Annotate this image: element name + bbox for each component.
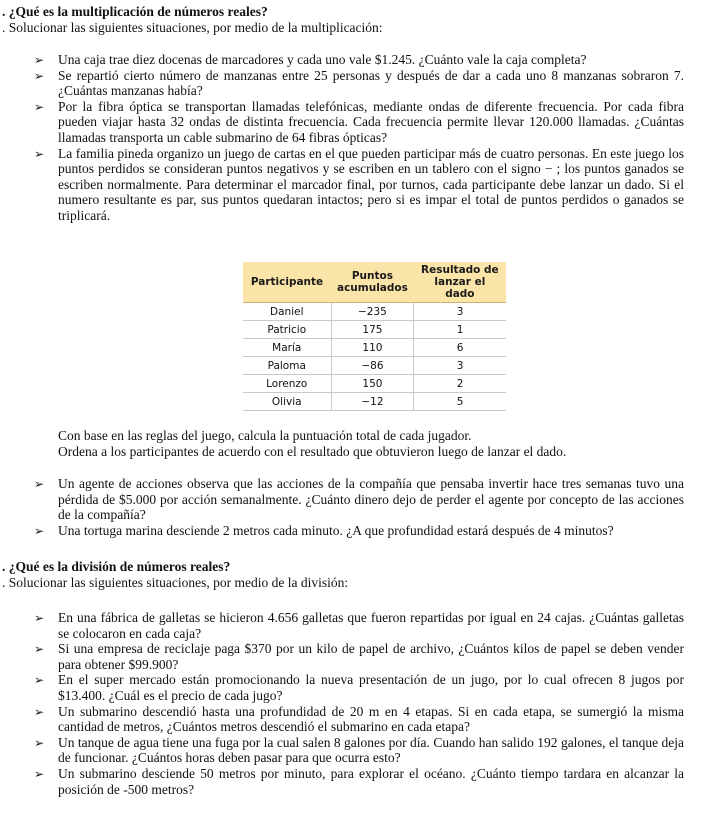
- table-row: Lorenzo 150 2: [243, 375, 506, 393]
- arrow-bullet-icon: ➢: [34, 735, 45, 750]
- arrow-bullet-icon: ➢: [34, 68, 45, 83]
- arrow-bullet-icon: ➢: [34, 673, 45, 688]
- section1-instruction: . Solucionar las siguientes situaciones, por medio de la multiplicación:: [2, 20, 383, 35]
- section2-instruction: . Solucionar las siguientes situaciones, por medio de la división:: [2, 575, 349, 590]
- arrow-bullet-icon: ➢: [34, 766, 45, 781]
- section2-title: . ¿Qué es la división de números reales?: [2, 559, 231, 574]
- table-row: Patricio 175 1: [243, 321, 506, 339]
- list-item: ➢ Un submarino desciende 50 metros por minuto, para explorar el océano. ¿Cuánto tiempo tardara en alcanzar la posición de -500 metros?: [34, 765, 684, 797]
- list-item: ➢ Un submarino descendió hasta una profundidad de 20 m en 4 etapas. Si en cada etapa, se sumergió la misma cantidad de metros, ¿Cuántos metros descendió el submarino en cada etapa?: [34, 703, 684, 735]
- arrow-bullet-icon: ➢: [34, 611, 45, 625]
- multiplication-problems-list-2: [34, 476, 684, 538]
- table-row: Olivia −12 5: [243, 393, 506, 411]
- table-question-2: Ordena a los participantes de acuerdo con el resultado que obtuvieron luego de lanzar el dado.: [58, 444, 567, 459]
- list-item: ➢ Una tortuga marina desciende 2 metros cada minuto. ¿A que profundidad estará después de 4 minutos?: [34, 522, 614, 538]
- header-resultado: Resultado de lanzar el dado: [414, 262, 506, 303]
- list-item: ➢ La familia pineda organizo un juego de cartas en el que pueden participar más de cuatro personas. En este juego los puntos perdidos se consideran puntos negativos y se escriben en un tablero con el signo − ; los puntos ganados se escriben normalmente. Para determinar el marcador final, por turnos, cada participante debe lanzar un dado. Si el numero resultante es par, sus puntos quedaran intactos; pero si es impar el total de puntos perdidos o ganados se triplicará.: [34, 145, 684, 223]
- arrow-bullet-icon: ➢: [34, 477, 45, 491]
- list-item: ➢ En una fábrica de galletas se hicieron 4.656 galletas que fueron repartidas por igual en 24 cajas. ¿Cuántas galletas se colocaron en cada caja?: [34, 610, 684, 641]
- arrow-bullet-icon: ➢: [34, 146, 45, 161]
- scores-table: [243, 262, 506, 411]
- list-item: ➢ En el super mercado están promocionando la nueva presentación de un jugo, por lo cual ofrecen 8 jugos por $13.400. ¿Cuál es el precio de cada jugo?: [34, 672, 684, 703]
- arrow-bullet-icon: ➢: [34, 642, 45, 657]
- header-puntos: Puntos acumulados: [331, 262, 414, 303]
- division-problems-list: [34, 610, 684, 797]
- table-row: María 110 6: [243, 339, 506, 357]
- header-participante: Participante: [243, 262, 331, 303]
- table-row: Daniel −235 3: [243, 303, 506, 321]
- multiplication-problems-list: [34, 52, 684, 224]
- section1-title: . ¿Qué es la multiplicación de números reales?: [2, 4, 268, 19]
- table-question-1: Con base en las reglas del juego, calcula la puntuación total de cada jugador.: [58, 428, 472, 443]
- list-item: ➢ Por la fibra óptica se transportan llamadas telefónicas, mediante ondas de diferente frecuencia. Por cada fibra pueden viajar hasta 32 ondas de distinta frecuencia. Cada frecuencia permite llevar 120.000 llamadas. ¿Cuántas llamadas transporta un cable submarino de 64 fibras ópticas?: [34, 98, 684, 145]
- arrow-bullet-icon: ➢: [34, 523, 45, 538]
- arrow-bullet-icon: ➢: [34, 99, 45, 114]
- arrow-bullet-icon: ➢: [34, 53, 45, 67]
- list-item: ➢ Se repartió cierto número de manzanas entre 25 personas y después de dar a cada uno 8 manzanas sobraron 7. ¿Cuántas manzanas había?: [34, 67, 684, 99]
- arrow-bullet-icon: ➢: [34, 704, 45, 719]
- list-item: ➢ Un agente de acciones observa que las acciones de la compañía que pensaba invertir hace tres semanas tuvo una pérdida de $5.000 por acción semanalmente. ¿Cuánto dinero dejo de perder el agente por concepto de las acciones de la compañía?: [34, 476, 684, 523]
- table-row: Paloma −86 3: [243, 357, 506, 375]
- list-item: ➢ Un tanque de agua tiene una fuga por la cual salen 8 galones por día. Cuando han salido 192 galones, el tanque deja de funcionar. ¿Cuántos horas deben pasar para que ocurra esto?: [34, 734, 684, 766]
- list-item: ➢ Una caja trae diez docenas de marcadores y cada uno vale $1.245. ¿Cuánto vale la caja completa?: [34, 52, 587, 67]
- list-item: ➢ Si una empresa de reciclaje paga $370 por un kilo de papel de archivo, ¿Cuántos kilos de papel se deben vender para obtener $99.900?: [34, 641, 684, 672]
